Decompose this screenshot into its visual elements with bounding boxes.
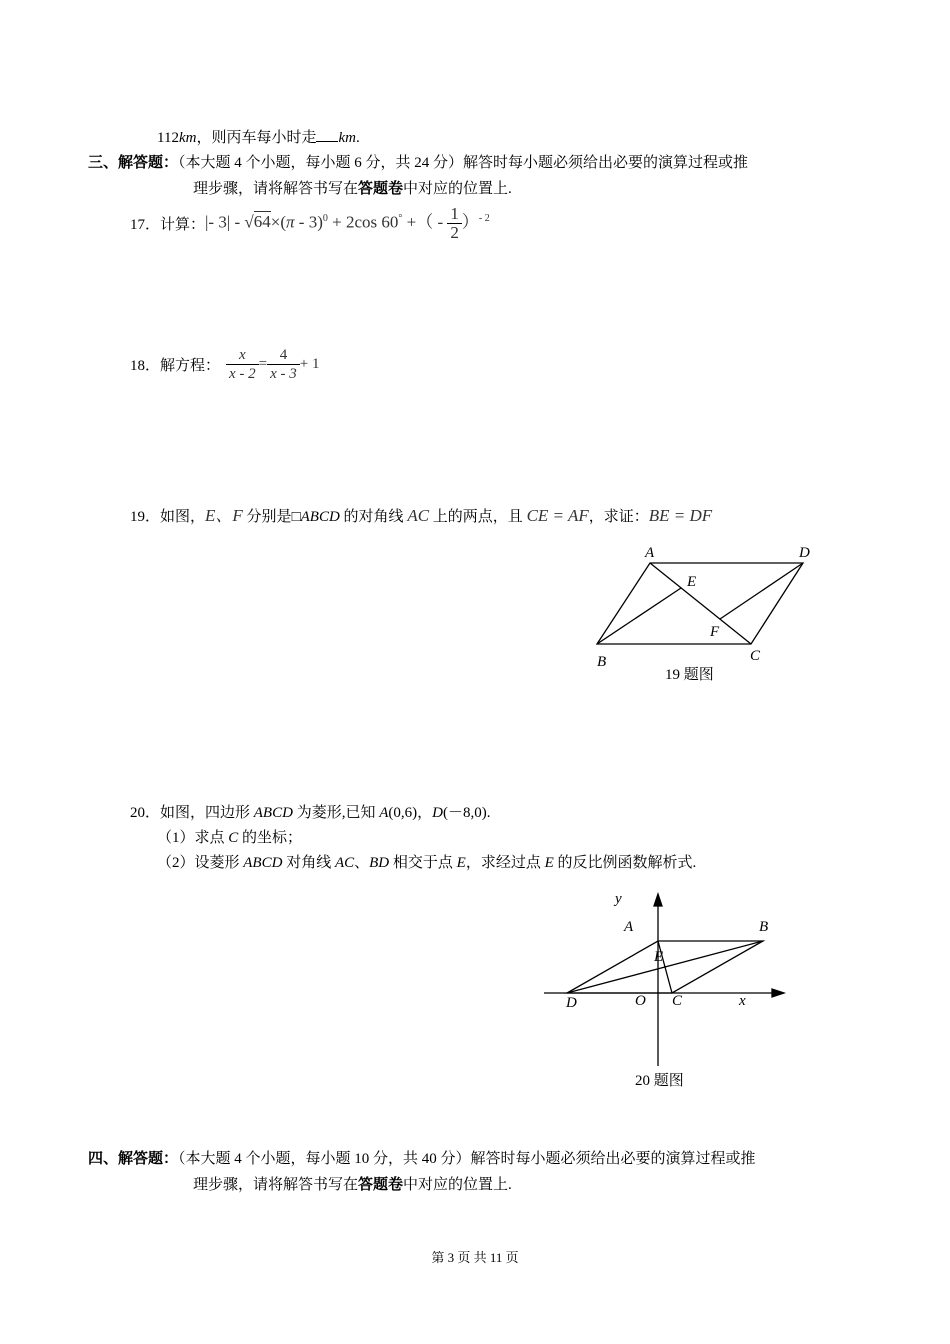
figure-20: [540, 885, 800, 1095]
page-footer: 第 3 页 共 11 页: [431, 1250, 519, 1265]
q18-label: 18．解方程：: [130, 357, 221, 374]
question-20-part2: （2）设菱形 ABCD 对角线 AC、BD 相交于点 E，求经过点 E 的反比例函数解析式.: [157, 855, 697, 871]
label-x: x: [739, 993, 746, 1009]
label-b: B: [759, 919, 769, 935]
question-20: 20．如图，四边形 ABCD 为菱形,已知 A(0,6)，D(－8,0).: [130, 805, 491, 821]
label-e: E: [654, 949, 664, 965]
label-f: F: [710, 624, 720, 640]
label-a: A: [624, 919, 634, 935]
x-axis-arrow: [772, 989, 784, 997]
q17-label: 17．计算：: [130, 216, 206, 233]
sqrt-sign: √: [244, 211, 254, 231]
question-18: [130, 342, 320, 386]
question-20-part1: （1）求点 C 的坐标；: [157, 830, 303, 846]
label-d: D: [566, 995, 577, 1011]
q18-equation: $\frac{x}{x - 2}$ = $\frac{4}{x - 3}$ + 1: [226, 346, 320, 383]
label-o: O: [635, 993, 646, 1009]
section3-header: [88, 151, 748, 172]
section4-desc: （本大题 4 个小题，每小题 10 分，共 40 分）解答时每小题必须给出必要的演算过程或推: [178, 1151, 756, 1167]
section4-title: 四、解答题：: [88, 1151, 179, 1167]
label-a: A: [645, 545, 655, 561]
section3-desc-line2: 理步骤，请将解答书写在答题卷中对应的位置上.: [193, 181, 512, 197]
half-fraction: $\frac{1}{2}$: [447, 205, 462, 242]
figure-19: [585, 540, 825, 690]
q17-expression: |- 3| - √64×(π - 3)$^0$ + 2cos 60° +（ - $\frac{1}{2}$ ）$^{- 2}$: [205, 203, 490, 242]
question-17: [130, 200, 490, 246]
speed-number: 112: [157, 130, 179, 146]
label-e: E: [687, 574, 697, 590]
label-b: B: [597, 654, 607, 670]
parallelogram-abcd: [597, 563, 803, 644]
section3-title: 三、解答题：: [88, 155, 179, 171]
carryover-line: 112km，则丙车每小时走 km.: [157, 126, 360, 147]
diagonal-bd: [567, 941, 763, 993]
diagonal-ac: [650, 563, 751, 644]
segment-be: [597, 588, 681, 644]
label-y: y: [615, 891, 622, 907]
figure-19-caption: 19 题图: [665, 667, 714, 683]
label-d: D: [799, 545, 810, 561]
section4-desc-line2: 理步骤，请将解答书写在答题卷中对应的位置上.: [193, 1177, 512, 1193]
figure-20-caption: 20 题图: [635, 1073, 684, 1089]
question-19: 19．如图，E、F 分别是□ABCD 的对角线 AC 上的两点，且 CE = AF，求证：BE = DF: [130, 506, 713, 525]
section4-header: [88, 1147, 756, 1168]
y-axis-arrow: [654, 894, 662, 906]
section3-desc: （本大题 4 个小题，每小题 6 分，共 24 分）解答时每小题必须给出必要的演算过程或推: [178, 155, 749, 171]
answer-blank: [316, 127, 338, 142]
label-c: C: [672, 993, 683, 1009]
label-c: C: [750, 648, 761, 664]
segment-df: [720, 563, 803, 619]
